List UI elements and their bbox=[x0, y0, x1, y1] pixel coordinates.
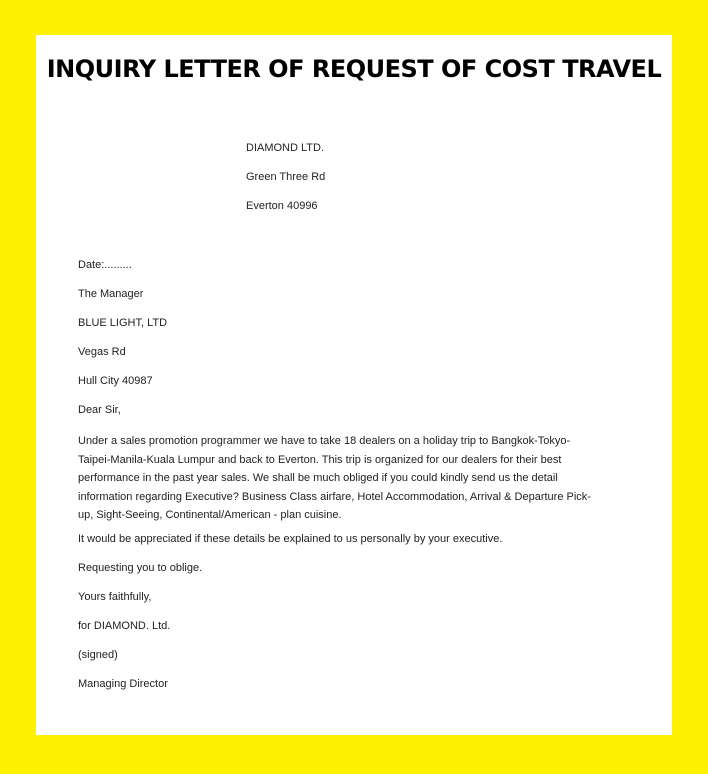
recipient-company: BLUE LIGHT, LTD bbox=[78, 317, 168, 329]
salutation: Dear Sir, bbox=[78, 404, 121, 416]
closing-line: Yours faithfully, bbox=[78, 590, 152, 603]
sender-address bbox=[246, 141, 325, 228]
letter-date: Date:......... bbox=[78, 259, 132, 271]
sender-company: DIAMOND LTD. bbox=[246, 142, 325, 154]
letter-body bbox=[78, 258, 608, 706]
body-paragraph-2: It would be appreciated if these details be explained to us personally by your executive. bbox=[78, 532, 503, 545]
recipient-title: The Manager bbox=[78, 288, 144, 300]
signed-line: (signed) bbox=[78, 648, 118, 661]
recipient-street: Vegas Rd bbox=[78, 346, 126, 358]
body-paragraph-1: Under a sales promotion programmer we have to take 18 dealers on a holiday trip to Bangkok-Tokyo-Taipei-Manila-Kuala Lumpur and back to Everton. This trip is organized for our dealers for their best performance in the past year sales. We shall be much obliged if you could kindly send us the detail information regarding Executive? Business Class airfare, Hotel Accommodation, Arrival & Departure Pick-up, Sight-Seeing, Continental/American - plan cuisine. bbox=[78, 435, 591, 521]
signatory-title: Managing Director bbox=[78, 677, 168, 690]
for-company-line: for DIAMOND. Ltd. bbox=[78, 619, 171, 632]
sender-street: Green Three Rd bbox=[246, 171, 326, 183]
request-line: Requesting you to oblige. bbox=[78, 561, 203, 574]
page-title: INQUIRY LETTER OF REQUEST OF COST TRAVEL bbox=[46, 55, 662, 83]
sender-city: Everton 40996 bbox=[246, 200, 318, 212]
letter-page bbox=[36, 35, 672, 735]
recipient-city: Hull City 40987 bbox=[78, 375, 153, 387]
